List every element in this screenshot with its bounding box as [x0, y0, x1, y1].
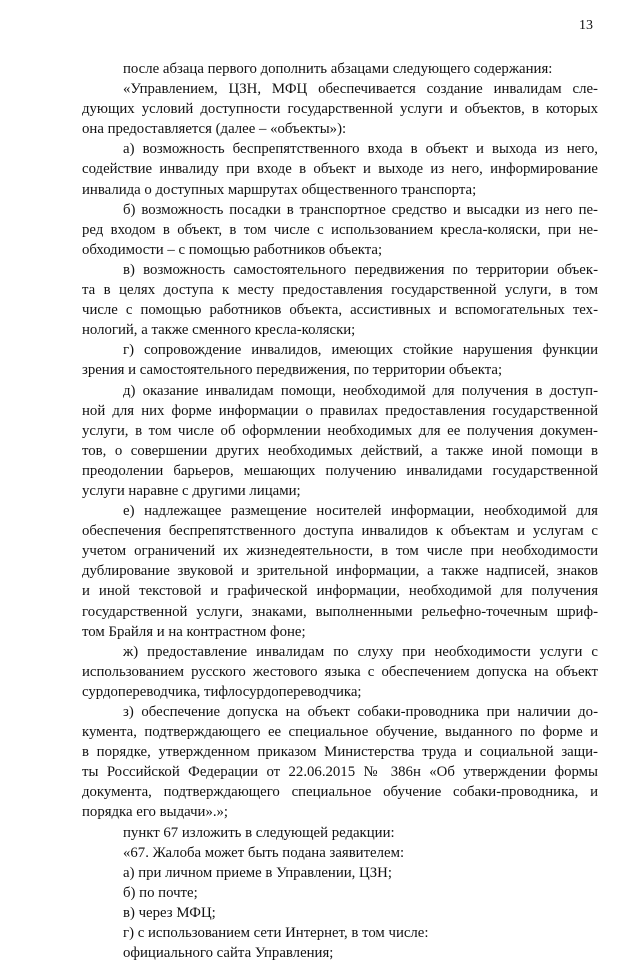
text-line: дублирование звуковой и зрительной информации, а также надписей, знаков	[82, 563, 598, 580]
text-line: обходимости – с помощью работников объекта;	[82, 241, 383, 258]
text-line: д) оказание инвалидам помощи, необходимой для получения в доступ-	[123, 382, 598, 399]
page-number: 13	[579, 18, 593, 33]
text-line: и иной текстовой и графической информации, необходимой для получения	[82, 583, 598, 600]
text-line: та в целях доступа к месту предоставления государственной услуги, в том	[82, 282, 598, 299]
text-line: инвалида о доступных маршрутах общественного транспорта;	[82, 181, 477, 198]
text-line: сурдопереводчика, тифлосурдопереводчика;	[82, 683, 362, 700]
text-line: б) по почте;	[123, 884, 198, 901]
text-line: ред входом в объект, в том числе с использованием кресла-коляски, при не-	[82, 221, 598, 238]
text-line: в) через МФЦ;	[123, 904, 216, 921]
text-line: услуги, в том числе об оформлении необходимых для ее получения докумен-	[82, 422, 598, 439]
text-line: порядка его выдачи».»;	[82, 804, 229, 821]
text-line: она предоставляется (далее – «объекты»):	[82, 121, 347, 138]
text-line: государственной услуги, знаками, выполненными рельефно-точечным шриф-	[82, 603, 598, 620]
text-line: услуги наравне с другими лицами;	[82, 482, 301, 499]
text-line: «Управлением, ЦЗН, МФЦ обеспечивается создание инвалидам сле-	[123, 81, 598, 98]
text-line: г) сопровождение инвалидов, имеющих стойкие нарушения функции	[123, 342, 598, 359]
text-line: том Брайля и на контрастном фоне;	[82, 623, 306, 640]
text-line: кумента, подтверждающего ее специальное обучение, выданного по форме и	[82, 724, 598, 741]
text-line: числе с помощью работников объекта, ассистивных и вспомогательных тех-	[82, 302, 598, 319]
text-line: ж) предоставление инвалидам по слуху при необходимости услуги с	[123, 643, 598, 660]
text-line: содействие инвалиду при входе в объект и выходе из него, информирование	[82, 161, 598, 178]
text-line: нологий, а также сменного кресла-коляски;	[82, 322, 356, 339]
text-line: ты Российской Федерации от 22.06.2015 № 386н «Об утверждении формы	[82, 764, 598, 781]
text-line: а) при личном приеме в Управлении, ЦЗН;	[123, 864, 392, 881]
text-line: зрения и самостоятельного передвижения, по территории объекта;	[82, 362, 503, 379]
text-line: пункт 67 изложить в следующей редакции:	[123, 824, 395, 841]
text-line: б) возможность посадки в транспортное средство и высадки из него пе-	[123, 201, 598, 218]
text-line: в) возможность самостоятельного передвижения по территории объек-	[123, 261, 598, 278]
text-line: в порядке, утвержденном приказом Министерства труда и социальной защи-	[82, 744, 598, 761]
text-line: учетом ограничений их жизнедеятельности, в том числе при необходимости	[82, 543, 598, 560]
text-line: преодолении барьеров, мешающих получению инвалидами государственной	[82, 462, 598, 479]
text-line: з) обеспечение допуска на объект собаки-проводника при наличии до-	[123, 704, 598, 720]
document-body	[82, 59, 598, 963]
text-line: тов, о совершении других необходимых действий, а также иной помощи в	[82, 442, 598, 459]
text-line: документа, подтверждающего специальное обучение собаки-проводника, и	[82, 784, 598, 801]
text-line: обеспечения беспрепятственного доступа инвалидов к объектам и услугам с	[82, 523, 598, 540]
text-line: дующих условий доступности государственной услуги и объектов, в которых	[82, 101, 598, 118]
text-line: «67. Жалоба может быть подана заявителем:	[123, 844, 405, 861]
text-line: е) надлежащее размещение носителей информации, необходимой для	[123, 503, 598, 520]
text-line: после абзаца первого дополнить абзацами следующего содержания:	[123, 61, 553, 77]
text-line: г) с использованием сети Интернет, в том числе:	[123, 925, 429, 942]
text-line: официального сайта Управления;	[123, 945, 334, 962]
text-line: использованием русского жестового языка с обеспечением допуска на объект	[82, 663, 598, 680]
text-line: ной для них форме информации о правилах предоставления государственной	[82, 402, 598, 419]
text-line: а) возможность беспрепятственного входа в объект и выхода из него,	[123, 141, 598, 158]
